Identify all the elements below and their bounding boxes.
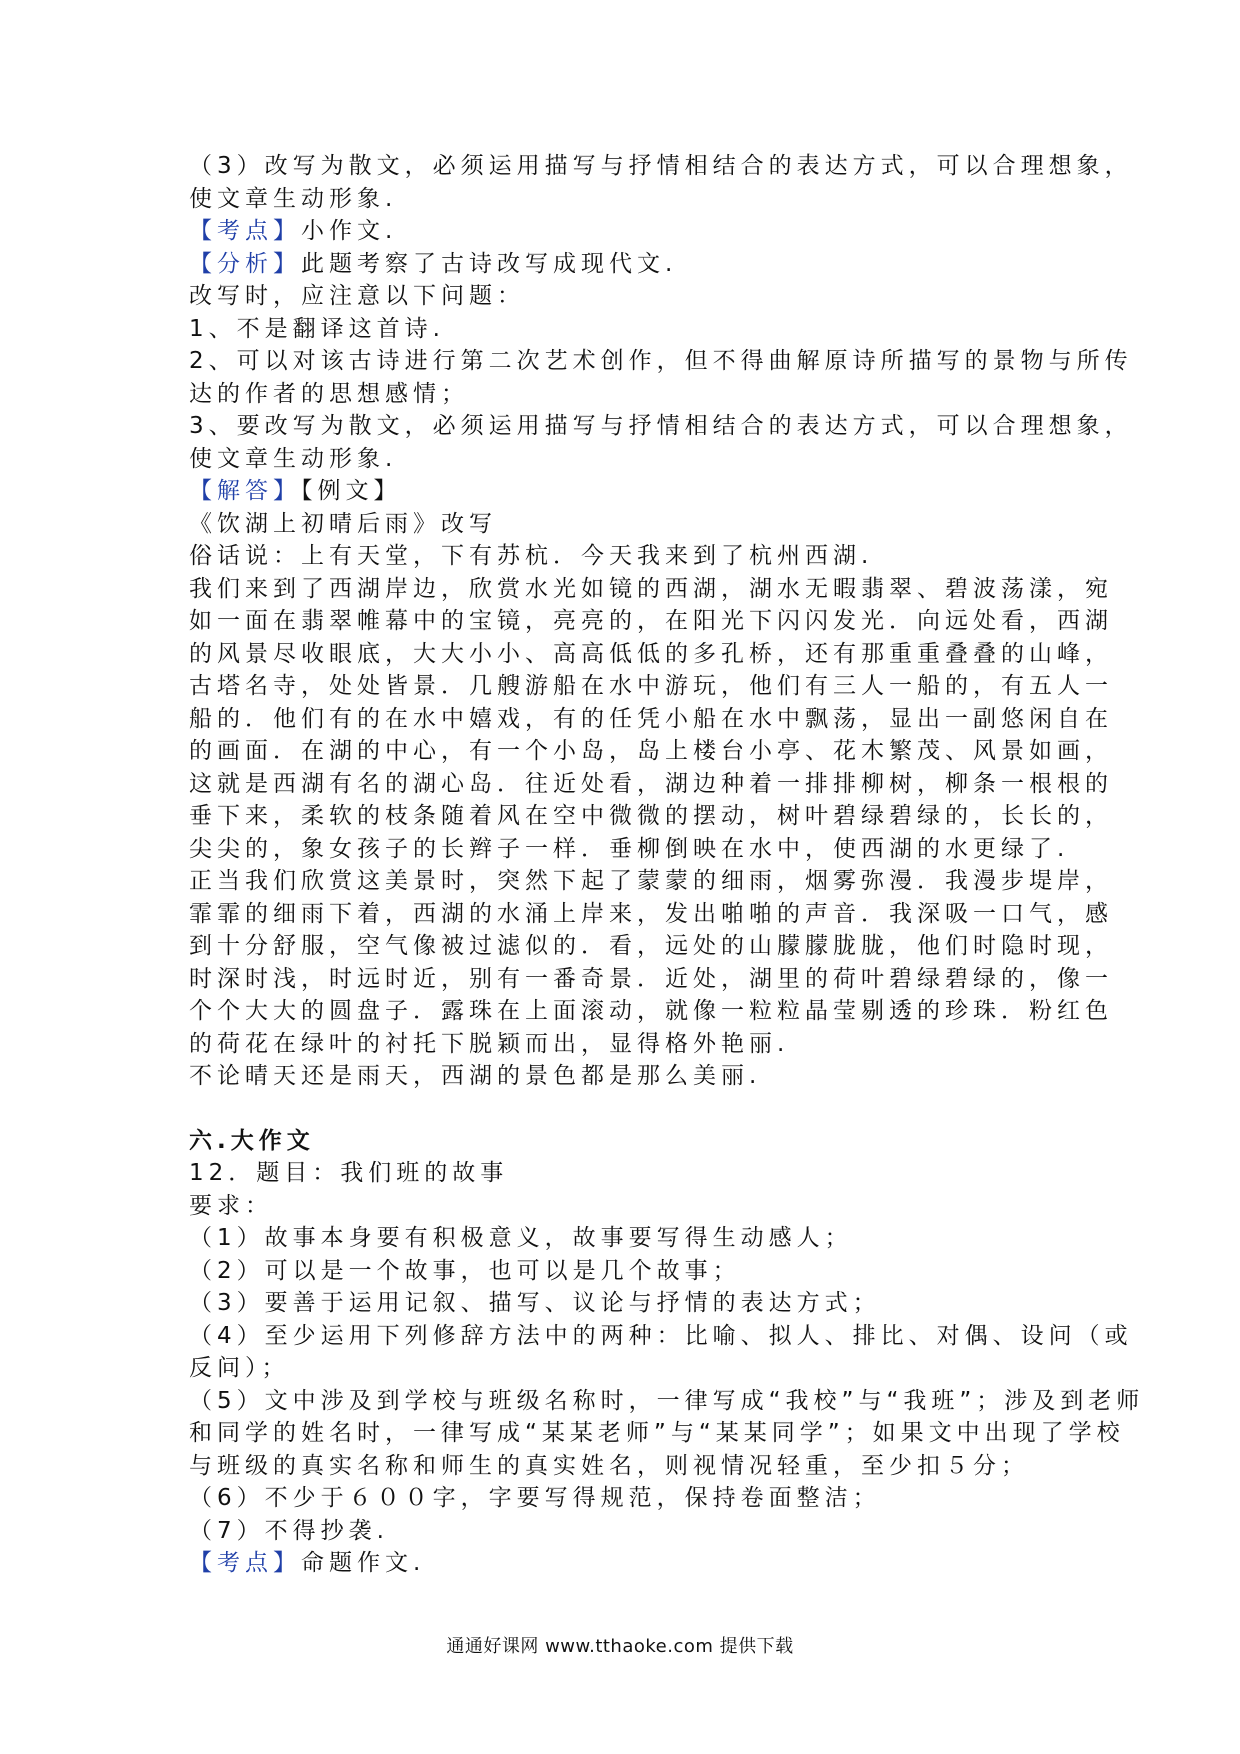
fenxi-line xyxy=(189,248,1059,281)
essay-line: 如一面在翡翠帷幕中的宝镜，亮亮的，在阳光下闪闪发光．向远处看，西湖 xyxy=(189,608,1113,634)
requirement-item: 和同学的姓名时，一律写成“某某老师”与“某某同学”；如果文中出现了学校 xyxy=(189,1420,1125,1446)
jieda-line xyxy=(189,475,1059,508)
requirement-item: （4）至少运用下列修辞方法中的两种：比喻、拟人、排比、对偶、设问（或 xyxy=(189,1322,1133,1349)
essay-line: 到十分舒服，空气像被过滤似的．看，远处的山朦朦胧胧，他们时隐时现， xyxy=(189,933,1113,959)
essay-line: 霏霏的细雨下着，西湖的水涌上岸来，发出啪啪的声音．我深吸一口气，感 xyxy=(189,900,1113,927)
jieda-tag: 【解答】 xyxy=(189,478,301,504)
essay-line: 古塔名寺，处处皆景．几艘游船在水中游玩，他们有三人一船的，有五人一 xyxy=(189,673,1113,699)
page-footer: 通通好课网 www.tthaoke.com 提供下载 xyxy=(446,1636,794,1657)
essay-line: 不论晴天还是雨天，西湖的景色都是那么美丽. xyxy=(189,1063,762,1089)
kaodian-tag: 【考点】 xyxy=(189,1550,301,1576)
essay-line: 这就是西湖有名的湖心岛．往近处看，湖边种着一排排柳树，柳条一根根的 xyxy=(189,770,1113,797)
text-line: 3、要改写为散文，必须运用描写与抒情相结合的表达方式，可以合理想象， xyxy=(189,413,1133,439)
text-line: 使文章生动形象. xyxy=(189,445,398,472)
kaodian-tag: 【考点】 xyxy=(189,218,301,244)
requirement-item: （2）可以是一个故事，也可以是几个故事； xyxy=(189,1257,741,1284)
essay-line: 个个大大的圆盘子．露珠在上面滚动，就像一粒粒晶莹剔透的珍珠．粉红色 xyxy=(189,998,1113,1024)
essay-line: 时深时浅，时远时近，别有一番奇景．近处，湖里的荷叶碧绿碧绿的，像一 xyxy=(189,965,1113,992)
essay-line: 正当我们欣赏这美景时，突然下起了蒙蒙的细雨，烟雾弥漫．我漫步堤岸， xyxy=(189,868,1113,894)
jieda-text: 【例文】 xyxy=(301,478,402,504)
essay-line: 船的．他们有的在水中嬉戏，有的任凭小船在水中飘荡，显出一副悠闲自在 xyxy=(189,705,1113,732)
requirement-item: 反问）； xyxy=(189,1355,290,1381)
text-line: 1、不是翻译这首诗. xyxy=(189,315,445,342)
fenxi-text: 此题考察了古诗改写成现代文. xyxy=(301,250,678,277)
section-heading: 六.大作文 xyxy=(189,1127,315,1154)
text-line: 改写时，应注意以下问题： xyxy=(189,283,525,309)
essay-line: 垂下来，柔软的枝条随着风在空中微微的摆动，树叶碧绿碧绿的，长长的， xyxy=(189,803,1113,829)
text-line: （3）改写为散文，必须运用描写与抒情相结合的表达方式，可以合理想象， xyxy=(189,153,1133,179)
requirement-item: 与班级的真实名称和师生的真实姓名，则视情况轻重，至少扣５分； xyxy=(189,1452,1029,1479)
question-title: 12．题目：我们班的故事 xyxy=(189,1160,509,1186)
essay-line: 的画面．在湖的中心，有一个小岛，岛上楼台小亭、花木繁茂、风景如画， xyxy=(189,738,1113,764)
kaodian-line xyxy=(189,1547,1059,1580)
requirement-item: （3）要善于运用记叙、描写、议论与抒情的表达方式； xyxy=(189,1290,881,1316)
requirement-item: （5）文中涉及到学校与班级名称时，一律写成“我校”与“我班”；涉及到老师 xyxy=(189,1387,1145,1414)
essay-line: 我们来到了西湖岸边，欣赏水光如镜的西湖，湖水无暇翡翠、碧波荡漾，宛 xyxy=(189,575,1113,602)
essay-line: 尖尖的，象女孩子的长辫子一样．垂柳倒映在水中，使西湖的水更绿了. xyxy=(189,835,1070,862)
text-line: 使文章生动形象. xyxy=(189,185,398,212)
text-line: 要求： xyxy=(189,1192,273,1219)
document-page xyxy=(189,150,1145,1580)
requirement-item: （7）不得抄袭. xyxy=(189,1517,389,1544)
essay-line: 俗话说：上有天堂，下有苏杭．今天我来到了杭州西湖. xyxy=(189,543,874,569)
kaodian-text: 命题作文. xyxy=(301,1550,426,1576)
essay-line: 的荷花在绿叶的衬托下脱颖而出，显得格外艳丽. xyxy=(189,1030,790,1057)
essay-title: 《饮湖上初晴后雨》改写 xyxy=(189,510,497,537)
text-line: 达的作者的思想感情； xyxy=(189,380,469,407)
fenxi-tag: 【分析】 xyxy=(189,250,301,277)
requirement-item: （6）不少于６００字，字要写得规范，保持卷面整洁； xyxy=(189,1485,881,1511)
text-line: 2、可以对该古诗进行第二次艺术创作，但不得曲解原诗所描写的景物与所传 xyxy=(189,348,1133,374)
essay-line: 的风景尽收眼底，大大小小、高高低低的多孔桥，还有那重重叠叠的山峰， xyxy=(189,640,1113,667)
requirement-item: （1）故事本身要有积极意义，故事要写得生动感人； xyxy=(189,1225,853,1251)
kaodian-text: 小作文. xyxy=(301,218,398,244)
kaodian-line xyxy=(189,215,1059,248)
